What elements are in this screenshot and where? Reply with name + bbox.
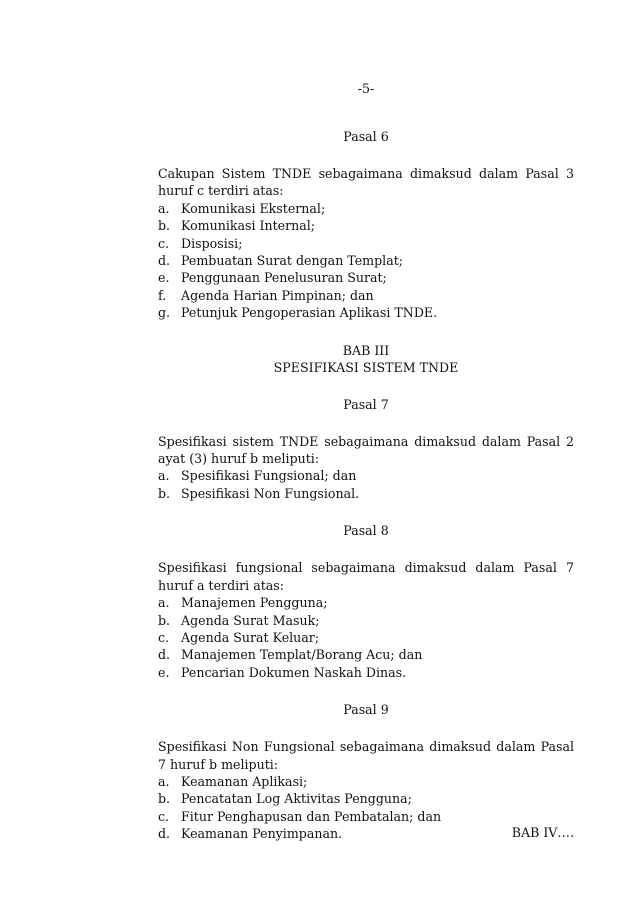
list-item	[158, 200, 574, 217]
list-marker: a.	[158, 200, 170, 216]
document-page	[158, 0, 574, 902]
list-item	[158, 646, 574, 663]
list-text: Disposisi;	[181, 235, 243, 251]
list-marker: b.	[158, 485, 171, 501]
list-marker: d.	[158, 826, 171, 842]
list-item	[158, 594, 574, 611]
list-text: Pencatatan Log Aktivitas Pengguna;	[181, 791, 412, 807]
list-marker: b.	[158, 791, 171, 807]
pasal-9-intro: Spesifikasi Non Fungsional sebagaimana dimaksud dalam Pasal 7 huruf b meliputi:	[158, 739, 574, 772]
page-number: -5-	[357, 81, 375, 96]
list-text: Komunikasi Eksternal;	[181, 200, 326, 216]
list-marker: c.	[158, 808, 170, 824]
list-text: Manajemen Pengguna;	[181, 595, 328, 611]
list-text: Spesifikasi Fungsional; dan	[181, 468, 357, 484]
list-text: Agenda Surat Keluar;	[181, 629, 320, 645]
list-marker: c.	[158, 629, 170, 645]
list-text: Keamanan Aplikasi;	[181, 773, 308, 789]
pasal-6-list	[158, 200, 574, 322]
list-item	[158, 252, 574, 269]
list-item	[158, 629, 574, 646]
list-text: Keamanan Penyimpanan.	[181, 826, 343, 842]
list-item	[158, 269, 574, 286]
list-item	[158, 612, 574, 629]
list-marker: e.	[158, 270, 170, 286]
list-text: Komunikasi Internal;	[181, 218, 315, 234]
pasal-6-heading: Pasal 6	[343, 129, 389, 144]
list-marker: d.	[158, 253, 171, 269]
list-text: Penggunaan Penelusuran Surat;	[181, 270, 387, 286]
pasal-8-intro: Spesifikasi fungsional sebagaimana dimaksud dalam Pasal 7 huruf a terdiri atas:	[158, 560, 574, 593]
list-item	[158, 235, 574, 252]
list-text: Petunjuk Pengoperasian Aplikasi TNDE.	[181, 305, 438, 321]
list-marker: a.	[158, 595, 170, 611]
list-text: Manajemen Templat/Borang Acu; dan	[181, 647, 423, 663]
list-marker: b.	[158, 612, 171, 628]
list-text: Agenda Surat Masuk;	[181, 612, 320, 628]
document-content	[158, 128, 574, 843]
list-marker: d.	[158, 647, 171, 663]
list-item	[158, 773, 574, 790]
pasal-7-intro: Spesifikasi sistem TNDE sebagaimana dimaksud dalam Pasal 2 ayat (3) huruf b meliputi:	[158, 433, 574, 467]
list-marker: f.	[158, 287, 167, 303]
list-item	[158, 485, 574, 502]
list-item	[158, 304, 574, 321]
list-text: Agenda Harian Pimpinan; dan	[181, 287, 374, 303]
list-item	[158, 287, 574, 304]
list-item	[158, 808, 574, 825]
list-text: Spesifikasi Non Fungsional.	[181, 485, 360, 501]
list-marker: a.	[158, 773, 170, 789]
pasal-7-heading: Pasal 7	[343, 396, 389, 412]
pasal-9-heading: Pasal 9	[343, 702, 389, 718]
list-marker: b.	[158, 218, 171, 234]
list-text: Pembuatan Surat dengan Templat;	[181, 253, 404, 269]
bab-3-label: BAB III	[342, 342, 390, 358]
list-text: Fitur Penghapusan dan Pembatalan; dan	[181, 808, 442, 824]
pasal-6-intro: Cakupan Sistem TNDE sebagaimana dimaksud dalam Pasal 3 huruf c terdiri atas:	[158, 166, 574, 199]
pasal-8-heading: Pasal 8	[343, 523, 389, 539]
list-marker: g.	[158, 305, 171, 321]
list-item	[158, 790, 574, 807]
list-item	[158, 664, 574, 681]
list-marker: c.	[158, 235, 170, 251]
bab-3-title: SPESIFIKASI SISTEM TNDE	[273, 359, 459, 375]
pasal-7-list	[158, 467, 574, 502]
next-page-reference: BAB IV….	[511, 825, 574, 840]
list-item	[158, 467, 574, 484]
list-marker: e.	[158, 664, 170, 680]
pasal-8-list	[158, 594, 574, 681]
list-marker: a.	[158, 468, 170, 484]
list-text: Pencarian Dokumen Naskah Dinas.	[181, 664, 407, 680]
list-item	[158, 217, 574, 234]
